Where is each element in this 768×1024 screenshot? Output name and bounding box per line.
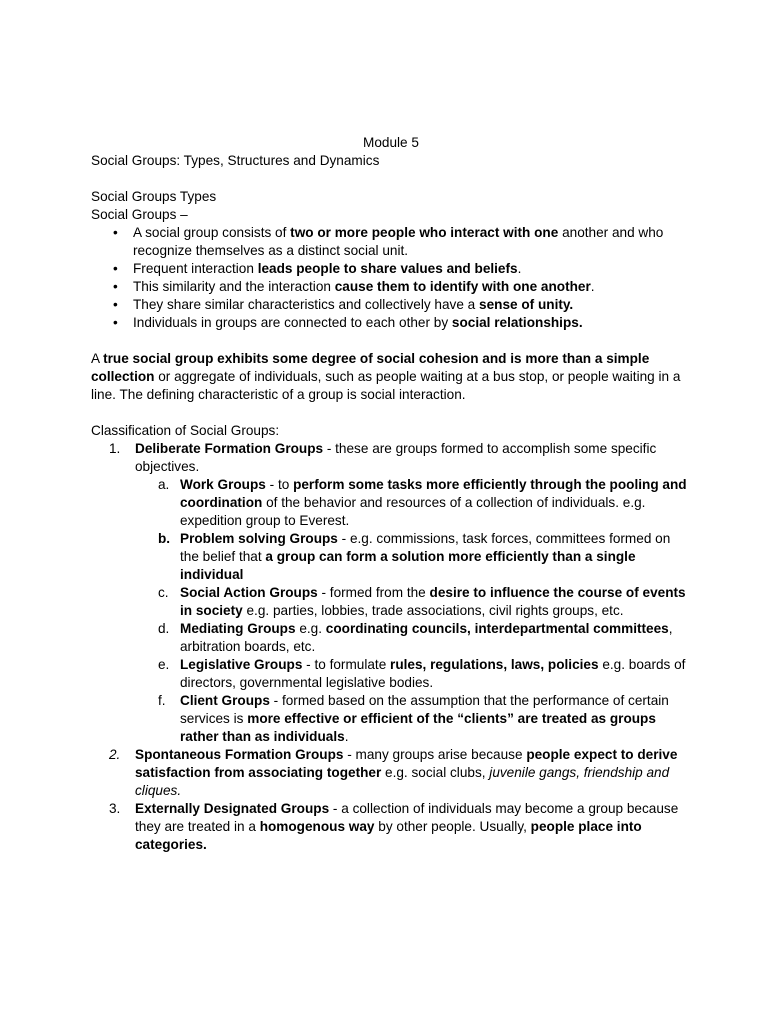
document-body: [91, 134, 691, 854]
text-run: Frequent interaction: [133, 261, 258, 276]
text-run: Individuals in groups are connected to each other by: [133, 315, 452, 330]
bold-text: sense of unity.: [479, 297, 574, 312]
bold-text: desire to influence the course of events in society: [180, 585, 686, 618]
definition-heading: Social Groups –: [91, 207, 188, 222]
list-item: [91, 278, 691, 296]
list-number: 3.: [109, 801, 121, 816]
text-run: or aggregate of individuals, such as people waiting at a bus stop, or people waiting in a line. The defining characteristic of a group is social interaction.: [91, 369, 681, 402]
text-run: - formed from the: [317, 585, 430, 600]
text-run: e.g. social clubs,: [381, 765, 490, 780]
text-run: e.g. parties, lobbies, trade associations, civil rights groups, etc.: [242, 603, 624, 618]
bold-text: people expect to derive satisfaction from associating together: [135, 747, 678, 780]
text-run: A social group consists of: [133, 225, 291, 240]
bold-text: Client Groups: [180, 693, 270, 708]
classification-text: [135, 747, 677, 798]
classification-heading: Classification of Social Groups:: [91, 423, 280, 438]
list-letter: a.: [158, 477, 170, 492]
module-label: Module 5: [363, 135, 419, 150]
bold-text: true social group exhibits some degree of social cohesion and is more than a simple collection: [91, 351, 650, 384]
bold-text: more effective or efficient of the “clients” are treated as groups rather than as individuals: [180, 711, 656, 744]
bold-text: Externally Designated Groups: [135, 801, 330, 816]
bold-text: people place into categories.: [135, 819, 642, 852]
classification-item: [91, 746, 691, 800]
definition-bullet-list: [91, 224, 691, 332]
list-letter: d.: [158, 621, 170, 636]
list-letter: b.: [158, 531, 171, 546]
text-run: .: [344, 729, 349, 744]
sub-classification-item: [135, 530, 691, 584]
sub-classification-item: [135, 620, 691, 656]
cohesion-paragraph: [91, 350, 691, 404]
text-run: They share similar characteristics and collectively have a: [133, 297, 480, 312]
classification-item: [91, 440, 691, 746]
bold-text: Spontaneous Formation Groups: [135, 747, 344, 762]
text-run: e.g.: [295, 621, 326, 636]
classification-text: [135, 441, 656, 474]
bold-text: rules, regulations, laws, policies: [390, 657, 599, 672]
text-run: e.g. boards of directors, governmental legislative bodies.: [180, 657, 686, 690]
text-run: .: [517, 261, 522, 276]
text-run: - to: [265, 477, 294, 492]
sub-classification-item: [135, 692, 691, 746]
list-item: [91, 314, 691, 332]
text-run: - a collection of individuals may become a group because they are treated in a: [135, 801, 679, 834]
bold-text: Work Groups: [180, 477, 266, 492]
bold-text: coordinating councils, interdepartmental committees: [325, 621, 669, 636]
list-number: 2.: [109, 747, 121, 762]
italic-text: juvenile gangs, friendship and cliques.: [135, 765, 670, 798]
list-item: [91, 260, 691, 278]
sub-classification-item: [135, 584, 691, 620]
bold-text: cause them to identify with one another: [334, 279, 591, 294]
list-number: 1.: [109, 441, 121, 456]
list-item: [91, 296, 691, 314]
bold-text: Mediating Groups: [180, 621, 296, 636]
list-letter: c.: [158, 585, 169, 600]
bold-text: Deliberate Formation Groups: [135, 441, 324, 456]
text-run: This similarity and the interaction: [133, 279, 335, 294]
text-run: by other people. Usually,: [374, 819, 531, 834]
classification-text: [135, 801, 678, 852]
bold-text: perform some tasks more efficiently through the pooling and coordination: [180, 477, 687, 510]
bold-text: Legislative Groups: [180, 657, 303, 672]
sub-classification-item: [135, 656, 691, 692]
list-item: [91, 224, 691, 260]
classification-item: [91, 800, 691, 854]
bold-text: social relationships.: [451, 315, 583, 330]
types-heading: Social Groups Types: [91, 189, 217, 204]
bold-text: two or more people who interact with one: [290, 225, 559, 240]
text-run: - these are groups formed to accomplish some specific objectives.: [135, 441, 657, 474]
document-title: Social Groups: Types, Structures and Dynamics: [91, 153, 380, 168]
bold-text: Social Action Groups: [180, 585, 318, 600]
text-run: another and who recognize themselves as a distinct social unit.: [133, 225, 664, 258]
list-letter: e.: [158, 657, 170, 672]
text-run: A: [91, 351, 104, 366]
list-letter: f.: [158, 693, 166, 708]
bold-text: a group can form a solution more efficiently than a single individual: [180, 549, 636, 582]
sub-classification-list: [135, 476, 691, 746]
text-run: - e.g. commissions, task forces, committees formed on the belief that: [180, 531, 671, 564]
text-run: - to formulate: [302, 657, 391, 672]
bold-text: Problem solving Groups: [180, 531, 338, 546]
text-run: - formed based on the assumption that the performance of certain services is: [180, 693, 669, 726]
bold-text: homogenous way: [259, 819, 375, 834]
text-run: - many groups arise because: [343, 747, 527, 762]
text-run: .: [590, 279, 595, 294]
text-run: , arbitration boards, etc.: [180, 621, 673, 654]
text-run: of the behavior and resources of a collection of individuals. e.g. expedition group to Everest.: [180, 495, 646, 528]
bold-text: leads people to share values and beliefs: [257, 261, 518, 276]
classification-list: [91, 440, 691, 854]
sub-classification-item: [135, 476, 691, 530]
